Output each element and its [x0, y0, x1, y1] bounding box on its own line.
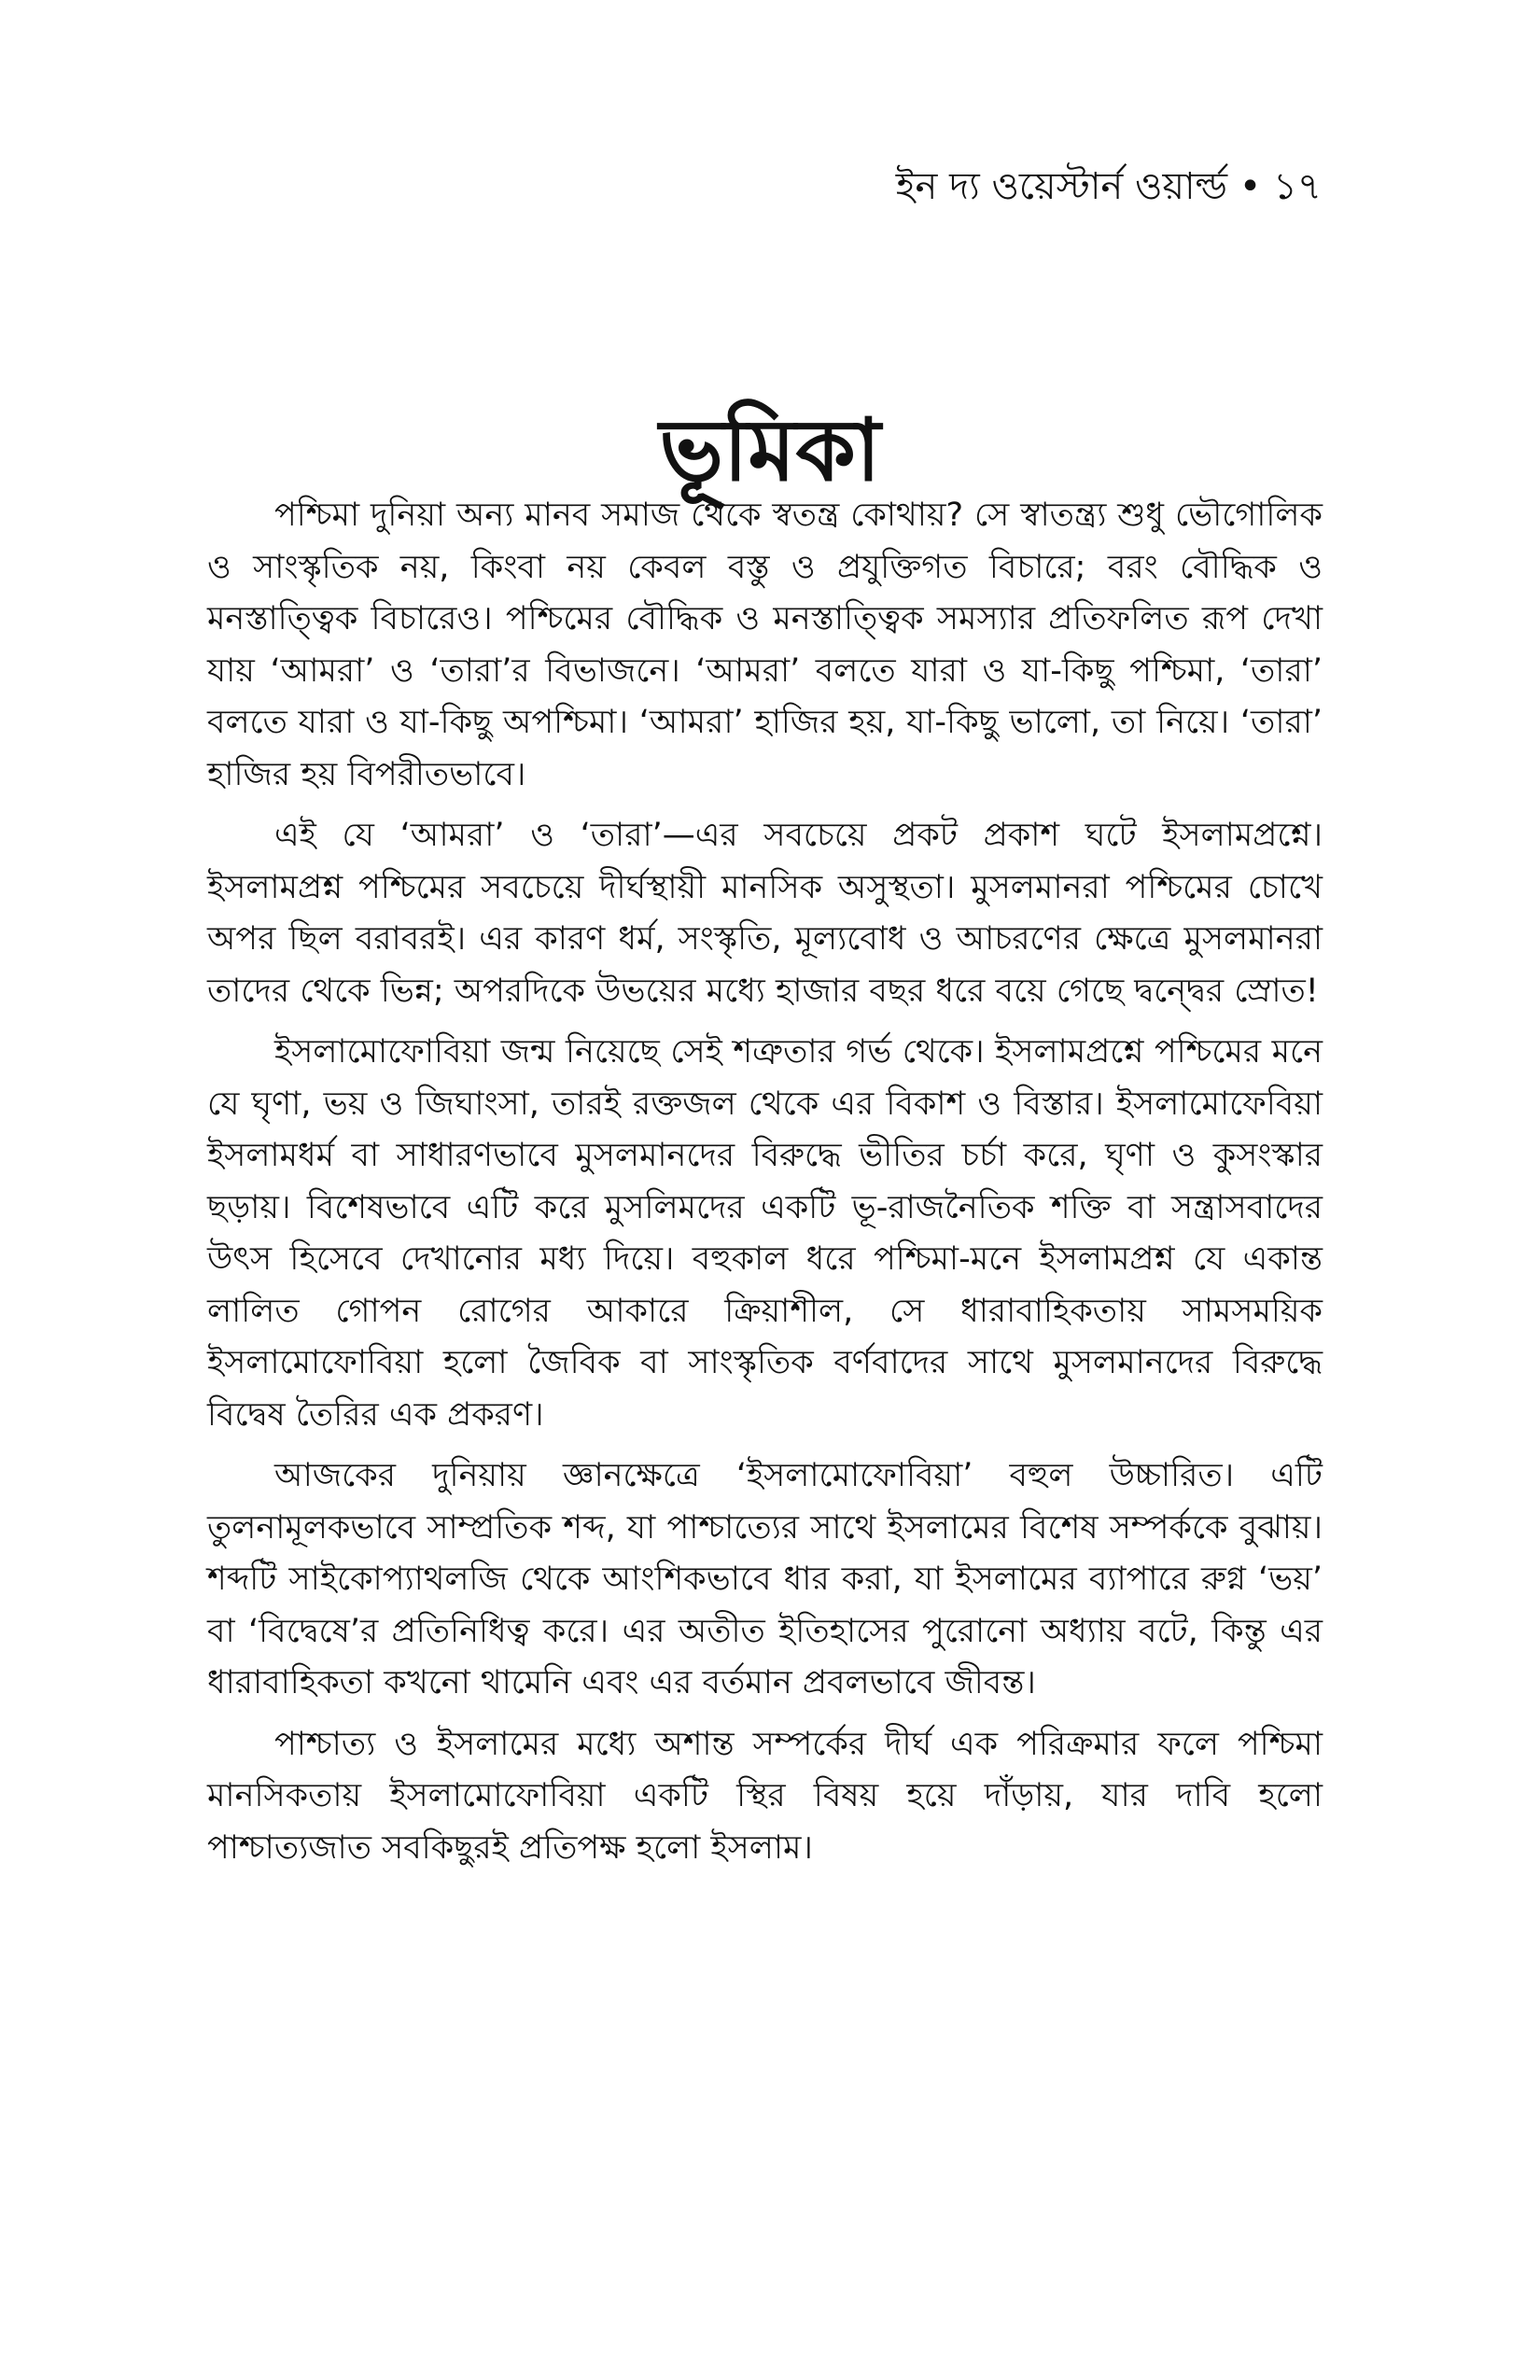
- paragraph: পশ্চিমা দুনিয়া অন্য মানব সমাজ থেকে স্বতন্ত্র কোথায়? সে স্বাতন্ত্র্য শুধু ভৌগোলিক ও সাংস্কৃতিক নয়, কিংবা নয় কেবল বস্তু ও প্রযুক্তিগত বিচারে; বরং বৌদ্ধিক ও মনস্তাত্ত্বিক বিচারেও। পশ্চিমের বৌদ্ধিক ও মনস্তাত্ত্বিক সমস্যার প্রতিফলিত রূপ দেখা যায় ‘আমরা’ ও ‘তারা’র বিভাজনে। ‘আমরা’ বলতে যারা ও যা-কিছু পশ্চিমা, ‘তারা’ বলতে যারা ও যা-কিছু অপশ্চিমা। ‘আমরা’ হাজির হয়, যা-কিছু ভালো, তা নিয়ে। ‘তারা’ হাজির হয় বিপরীতভাবে।: [207, 497, 1323, 793]
- body-text: [207, 490, 1323, 1883]
- paragraph: ইসলামোফোবিয়া জন্ম নিয়েছে সেই শত্রুতার গর্ভ থেকে। ইসলামপ্রশ্নে পশ্চিমের মনে যে ঘৃণা, ভয় ও জিঘাংসা, তারই রক্তজল থেকে এর বিকাশ ও বিস্তার। ইসলামোফেবিয়া ইসলামধর্ম বা সাধারণভাবে মুসলমানদের বিরুদ্ধে ভীতির চর্চা করে, ঘৃণা ও কুসংস্কার ছড়ায়। বিশেষভাবে এটি করে মুসলিমদের একটি ভূ-রাজনৈতিক শক্তি বা সন্ত্রাসবাদের উৎস হিসেবে দেখানোর মধ্য দিয়ে। বহুকাল ধরে পশ্চিমা-মনে ইসলামপ্রশ্ন যে একান্ত লালিত গোপন রোগের আকারে ক্রিয়াশীল, সে ধারাবাহিকতায় সামসময়িক ইসলামোফোবিয়া হলো জৈবিক বা সাংস্কৃতিক বর্ণবাদের সাথে মুসলমানদের বিরুদ্ধে বিদ্বেষ তৈরির এক প্রকরণ।: [207, 1033, 1323, 1434]
- paragraph: আজকের দুনিয়ায় জ্ঞানক্ষেত্রে ‘ইসলামোফোবিয়া’ বহুল উচ্চারিত। এটি তুলনামূলকভাবে সাম্প্রতিক শব্দ, যা পাশ্চাত্যের সাথে ইসলামের বিশেষ সম্পর্ককে বুঝায়। শব্দটি সাইকোপ্যাথলজি থেকে আংশিকভাবে ধার করা, যা ইসলামের ব্যাপারে রুগ্ন ‘ভয়’ বা ‘বিদ্বেষে’র প্রতিনিধিত্ব করে। এর অতীত ইতিহাসের পুরোনো অধ্যায় বটে, কিন্তু এর ধারাবাহিকতা কখনো থামেনি এবং এর বর্তমান প্রবলভাবে জীবন্ত।: [207, 1457, 1323, 1701]
- paragraph: এই যে ‘আমরা’ ও ‘তারা’—এর সবচেয়ে প্রকট প্রকাশ ঘটে ইসলামপ্রশ্নে। ইসলামপ্রশ্ন পশ্চিমের সবচেয়ে দীর্ঘস্থায়ী মানসিক অসুস্থতা। মুসলমানরা পশ্চিমের চোখে অপর ছিল বরাবরই। এর কারণ ধর্ম, সংস্কৃতি, মূল্যবোধ ও আচরণের ক্ষেত্রে মুসলমানরা তাদের থেকে ভিন্ন; অপরদিকে উভয়ের মধ্যে হাজার বছর ধরে বয়ে গেছে দ্বন্দ্বের স্রোত!: [207, 817, 1323, 1010]
- running-header: ইন দ্য ওয়েস্টার্ন ওয়ার্ল্ড • ১৭: [895, 165, 1322, 208]
- chapter-title: ভূমিকা: [659, 399, 881, 500]
- paragraph: পাশ্চাত্য ও ইসলামের মধ্যে অশান্ত সম্পর্কের দীর্ঘ এক পরিক্রমার ফলে পশ্চিমা মানসিকতায় ইসলামোফোবিয়া একটি স্থির বিষয় হয়ে দাঁড়ায়, যার দাবি হলো পাশ্চাত্যজাত সবকিছুরই প্রতিপক্ষ হলো ইসলাম।: [207, 1725, 1323, 1867]
